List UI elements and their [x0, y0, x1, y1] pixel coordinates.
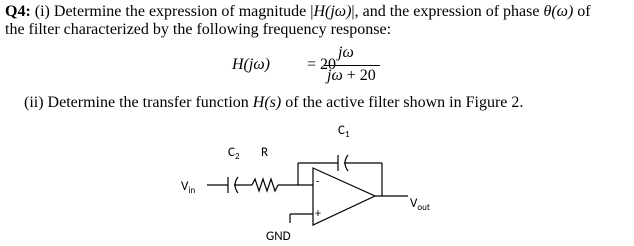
r-label: R: [261, 145, 269, 160]
question-number: Q4:: [5, 3, 31, 20]
equation-numerator: jω: [338, 44, 354, 61]
part2-Hs: H(s): [252, 94, 282, 111]
c2-label: $C_2$: [228, 145, 240, 162]
gnd-label: GND: [266, 229, 291, 244]
equation-coefficient: = 20: [307, 56, 337, 73]
part2-text-b: of the active filter shown in Figure 2.: [281, 94, 524, 111]
part1-text-b: |, and the expression of phase: [351, 3, 544, 20]
part1-Hjw: H(jω): [313, 3, 352, 20]
vout-label: $V_{out}$: [410, 196, 430, 213]
part1-theta: θ(ω): [543, 3, 574, 20]
vin-label: $V_{in}$: [181, 179, 196, 196]
part1-text-c: of: [573, 3, 591, 20]
opamp-minus-sign: -: [316, 175, 320, 188]
denominator-jw: jω: [327, 67, 343, 84]
part1-text-a: (i) Determine the expression of magnitude |: [34, 3, 314, 20]
denominator-rest: + 20: [342, 67, 376, 84]
opamp-triangle: [313, 168, 375, 225]
resistor-zigzag: [252, 179, 278, 191]
equation-lhs: H(jω): [232, 56, 270, 73]
opamp-plus-sign: +: [315, 207, 321, 221]
c1-label: $C_1$: [338, 123, 350, 140]
part2-text-a: (ii) Determine the transfer function: [24, 94, 253, 111]
question-line-2: the filter characterized by the following frequency response:: [5, 21, 392, 38]
